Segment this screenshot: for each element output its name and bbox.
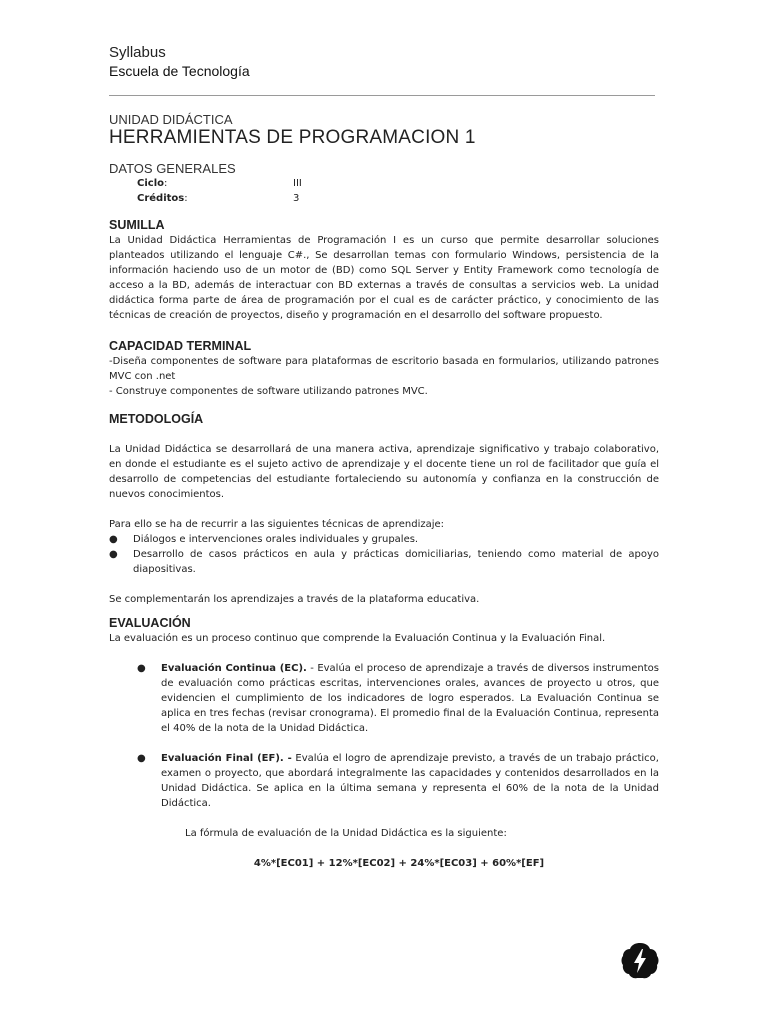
datos-key: Ciclo	[137, 178, 164, 189]
metodologia-techniques-intro: Para ello se ha de recurrir a las siguientes técnicas de aprendizaje:	[109, 519, 445, 530]
eval-item-text: - Evalúa el proceso de aprendizaje a través de diversos instrumentos de evaluación como prácticas escritas, intervenciones orales, avances de proyecto u otros, que evidencien el cumplimiento de los indicadores de logro esperados. La Evaluación Continua se aplica en tres fechas (revisar cronograma). El promedio final de la Evaluación Continua, representa el 40% de la nota de la Unidad Didáctica.	[161, 663, 659, 734]
datos-key: Créditos	[137, 193, 185, 204]
document-type: Syllabus	[109, 44, 166, 61]
bullet-icon: ●	[109, 549, 118, 560]
bullet-icon: ●	[137, 753, 146, 764]
sumilla-text: La Unidad Didáctica Herramientas de Programación I es un curso que permite desarrollar soluciones planteados utilizando el lenguaje C#., Se desarrollan temas con formulario Windows, persistencia de la información haciendo uso de un motor de (BD) como SQL Server y Entity Framework como tecnología de acceso a la BD, además de interactuar con BD externas a través de consultas a servicios web. La unidad didáctica forma parte de área de programación por el cual es de carácter práctico, y conocimiento de las técnicas de creación de proyectos, diseño y programación en el desarrollo del software propuesto.	[109, 235, 659, 321]
capacidad-line-1: -Diseña componentes de software para plataformas de escritorio basada en formularios, utilizando patrones MVC con .net	[109, 356, 659, 382]
metodologia-bullets	[109, 532, 659, 577]
datos-sep: :	[164, 178, 168, 189]
header-divider	[109, 95, 655, 96]
list-item	[137, 751, 659, 811]
capacidad-line-2: - Construye componentes de software utilizando patrones MVC.	[109, 386, 428, 397]
evaluacion-section	[109, 616, 659, 871]
datos-row-creditos	[109, 191, 659, 206]
unit-title: HERRAMIENTAS DE PROGRAMACION 1	[109, 127, 476, 148]
sumilla-heading: SUMILLA	[109, 218, 165, 232]
metodologia-section	[109, 412, 659, 607]
eval-item-text: Evalúa el logro de aprendizaje previsto, a través de un trabajo práctico, examen o proyecto, que abordará integralmente las capacidades y contenidos desarrollados en la Unidad Didáctica. Se aplica en la última semana y representa el 60% de la nota de la Unidad Didáctica.	[161, 753, 659, 809]
datos-heading: DATOS GENERALES	[109, 161, 236, 176]
datos-sep: :	[184, 193, 188, 204]
formula-intro: La fórmula de evaluación de la Unidad Didáctica es la siguiente:	[185, 828, 507, 839]
metodologia-closing: Se complementarán los aprendizajes a través de la plataforma educativa.	[109, 594, 480, 605]
capacidad-heading: CAPACIDAD TERMINAL	[109, 339, 252, 353]
list-item: ● Desarrollo de casos prácticos en aula y prácticas domiciliarias, teniendo como material de apoyo diapositivas.	[109, 549, 659, 575]
metodologia-heading: METODOLOGÍA	[109, 412, 204, 426]
evaluacion-items	[109, 661, 659, 811]
school-name: Escuela de Tecnología	[109, 63, 250, 79]
eval-item-title: Evaluación Continua (EC).	[161, 663, 307, 674]
evaluation-formula: 4%*[EC01] + 12%*[EC02] + 24%*[EC03] + 60%*[EF]	[253, 858, 545, 869]
capacidad-section	[109, 339, 659, 399]
evaluacion-heading: EVALUACIÓN	[109, 616, 191, 630]
evaluacion-intro: La evaluación es un proceso continuo que comprende la Evaluación Continua y la Evaluación Final.	[109, 633, 606, 644]
unit-label: UNIDAD DIDÁCTICA	[109, 112, 233, 127]
datos-value: III	[293, 178, 302, 189]
metodologia-intro: La Unidad Didáctica se desarrollará de una manera activa, aprendizaje significativo y trabajo colaborativo, en donde el estudiante es el sujeto activo de aprendizaje y el docente tiene un rol de facilitador que guía el desarrollo de competencias del estudiante fortaleciendo su autonomía y confianza en la construcción de nuevos conocimientos.	[109, 444, 659, 500]
list-item	[137, 661, 659, 736]
bullet-icon: ●	[137, 663, 146, 674]
brain-bolt-logo-icon	[620, 941, 660, 981]
bullet-icon: ●	[109, 534, 118, 545]
document-page	[109, 44, 659, 871]
datos-row-ciclo	[109, 176, 659, 191]
datos-table	[109, 176, 659, 206]
sumilla-section	[109, 218, 659, 323]
eval-item-title: Evaluación Final (EF). -	[161, 753, 292, 764]
datos-value: 3	[293, 193, 300, 204]
list-item: ● Diálogos e intervenciones orales individuales y grupales.	[109, 534, 419, 545]
